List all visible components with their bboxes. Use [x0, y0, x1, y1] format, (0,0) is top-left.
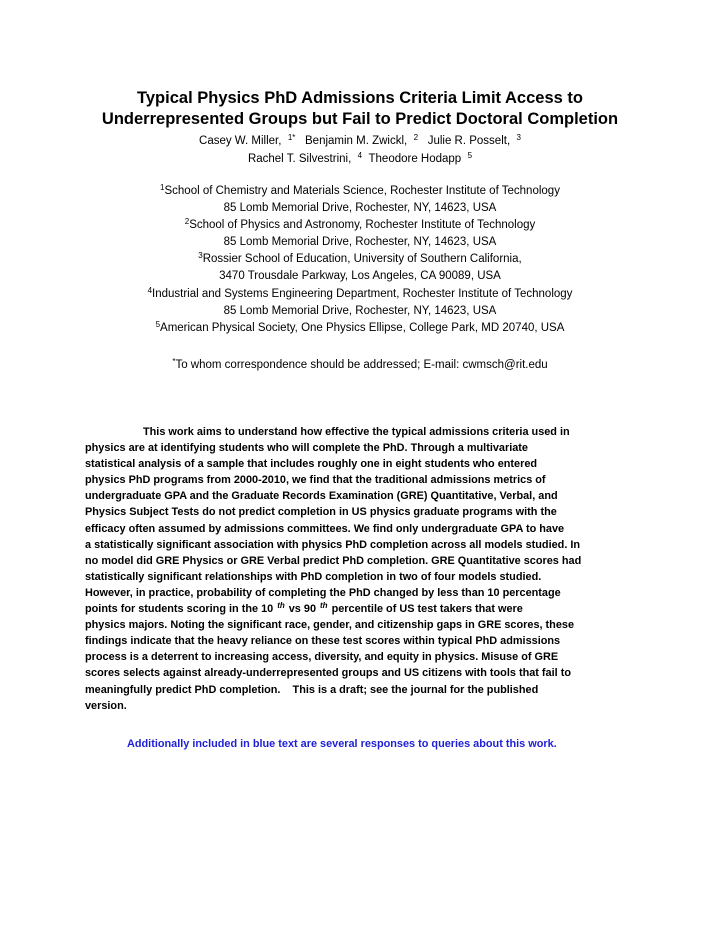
- author-line-2: [0, 150, 720, 168]
- affiliation-line: [0, 320, 720, 337]
- author-sup: 2: [413, 133, 419, 142]
- abstract-line: statistically significant relationships with PhD completion in two of four models studied.: [85, 570, 542, 583]
- affiliation-line: [0, 183, 720, 200]
- author-sup: 3: [516, 133, 521, 142]
- abstract-line: physics are at identifying students who will complete the PhD. Through a multivariate: [85, 442, 528, 455]
- correspondence-sup: *: [172, 357, 176, 366]
- abstract-line: version.: [85, 699, 127, 712]
- affiliation-sup: 2: [184, 217, 190, 227]
- author-list: [0, 132, 720, 168]
- title-line-2: Underrepresented Groups but Fail to Predict Doctoral Completion: [101, 110, 619, 128]
- author-line-1: [0, 132, 720, 150]
- affiliation-line: [0, 286, 720, 303]
- affiliation-text: Rossier School of Education, University of Southern California,: [202, 253, 522, 266]
- abstract-line: physics majors. Noting the significant race, gender, and citizenship gaps in GRE scores, these: [85, 619, 574, 632]
- abstract-line: physics PhD programs from 2000-2010, we find that the traditional admissions metrics of: [85, 474, 546, 487]
- affiliation-address: 85 Lomb Memorial Drive, Rochester, NY, 14623, USA: [223, 304, 497, 317]
- abstract-fragment: vs 90: [288, 603, 317, 616]
- correspondence-text: To whom correspondence should be addressed; E-mail: cwmsch@rit.edu: [175, 359, 548, 371]
- abstract-line: statistical analysis of a sample that includes roughly one in eight students who entered: [85, 458, 538, 471]
- title-line-1: Typical Physics PhD Admissions Criteria Limit Access to: [137, 89, 583, 107]
- correspondence-note: [0, 357, 720, 373]
- abstract-line: process is a deterrent to increasing access, diversity, and equity in physics. Misuse of GRE: [85, 651, 559, 664]
- author-name: Casey W. Miller,: [199, 135, 282, 147]
- affiliation-address: 3470 Trousdale Parkway, Los Angeles, CA 90089, USA: [219, 270, 501, 283]
- author-name: Julie R. Posselt,: [427, 135, 511, 147]
- abstract-line: undergraduate GPA and the Graduate Records Examination (GRE) Quantitative, Verbal, and: [85, 490, 558, 503]
- abstract-line: findings indicate that the heavy reliance on these test scores within typical PhD admissions: [85, 635, 561, 648]
- abstract-line: However, in practice, probability of completing the PhD changed by less than 10 percentage: [85, 586, 561, 599]
- author-name: Benjamin M. Zwickl,: [305, 135, 408, 147]
- abstract-line: a statistically significant association with physics PhD completion across all models studied. In: [85, 538, 581, 551]
- abstract-line: meaningfully predict PhD completion. This is a draft; see the journal for the published: [85, 683, 539, 696]
- abstract-fragment: points for students scoring in the 10: [85, 603, 274, 616]
- author-sup: 5: [467, 151, 473, 160]
- paper-title: [0, 88, 720, 130]
- affiliation-text: School of Physics and Astronomy, Rochester Institute of Technology: [189, 219, 536, 232]
- abstract-fragment: percentile of US test takers that were: [331, 603, 523, 616]
- affiliation-text: American Physical Society, One Physics Ellipse, College Park, MD 20740, USA: [160, 321, 565, 334]
- abstract-line: Physics Subject Tests do not predict completion in US physics graduate programs with the: [85, 506, 557, 519]
- affiliation-line: [0, 251, 720, 268]
- affiliation-sup: 1: [160, 183, 165, 192]
- author-name: Theodore Hodapp: [368, 153, 462, 165]
- affiliation-address: 85 Lomb Memorial Drive, Rochester, NY, 14623, USA: [223, 202, 497, 215]
- ordinal-suffix: th: [320, 601, 328, 611]
- abstract-line: This work aims to understand how effective the typical admissions criteria used in: [143, 426, 570, 438]
- author-sup: 1*: [287, 133, 296, 142]
- abstract-line-percentile: [85, 601, 640, 617]
- abstract: [85, 424, 640, 714]
- affiliation-list: [0, 183, 720, 337]
- abstract-line: efficacy often assumed by admissions committees. We find only undergraduate GPA to have: [85, 522, 565, 535]
- author-name: Rachel T. Silvestrini,: [247, 153, 352, 165]
- affiliation-text: Industrial and Systems Engineering Department, Rochester Institute of Technology: [152, 287, 573, 300]
- affiliation-sup: 5: [155, 319, 161, 329]
- affiliation-text: School of Chemistry and Materials Science, Rochester Institute of Technology: [164, 185, 560, 197]
- affiliation-address: 85 Lomb Memorial Drive, Rochester, NY, 14623, USA: [223, 236, 497, 249]
- ordinal-suffix: th: [277, 601, 285, 611]
- affiliation-line: [0, 217, 720, 234]
- author-sup: 4: [357, 151, 363, 160]
- affiliation-sup: 4: [147, 285, 153, 295]
- affiliation-sup: 3: [198, 251, 203, 261]
- abstract-line: no model did GRE Physics or GRE Verbal predict PhD completion. GRE Quantitative scores had: [85, 554, 582, 567]
- blue-note: Additionally included in blue text are several responses to queries about this work.: [127, 738, 557, 750]
- abstract-line: scores selects against already-underrepresented groups and US citizens with tools that fail to: [85, 667, 571, 680]
